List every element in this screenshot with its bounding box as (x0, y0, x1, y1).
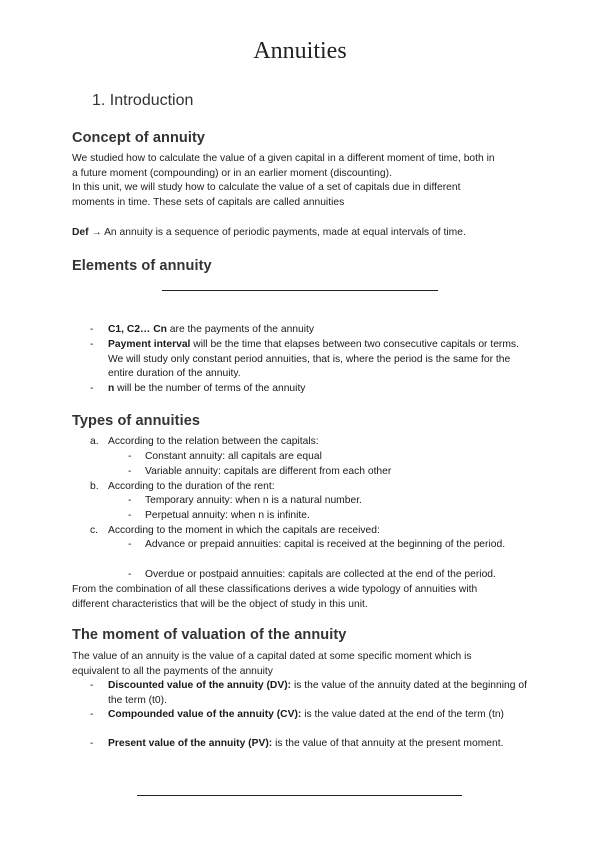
dash-marker: - (128, 569, 132, 580)
definition (72, 226, 542, 241)
text-line: equivalent to all the payments of the annuity (72, 665, 273, 677)
text-line: The value of an annuity is the value of a capital dated at some specific moment which is (72, 651, 472, 662)
heading-types: Types of annuities (72, 413, 201, 429)
term: Present value of the annuity (PV): (108, 738, 273, 749)
alpha-marker: a. (90, 436, 99, 447)
text-line: In this unit, we will study how to calculate the value of a set of capitals due in different (72, 182, 461, 194)
dash-marker: - (90, 324, 94, 335)
text-line: a future moment (compounding) or in an earlier moment (discounting). (72, 167, 392, 179)
types-closing-paragraph (72, 583, 552, 612)
horizontal-rule (162, 290, 438, 291)
term: Compounded value of the annuity (CV): (108, 709, 302, 720)
horizontal-rule (137, 795, 462, 796)
dash-marker: - (90, 339, 94, 350)
dash-marker: - (128, 466, 132, 477)
dash-marker: - (90, 738, 94, 749)
term: n (108, 383, 115, 394)
dash-marker: - (128, 495, 132, 506)
heading-concept: Concept of annuity (72, 130, 206, 146)
description: is the value of the annuity dated at the beginning of the term (t0). (108, 680, 527, 706)
heading-valuation: The moment of valuation of the annuity (72, 627, 347, 643)
section-title: Introduction (109, 92, 194, 109)
document-title: Annuities (253, 38, 347, 64)
text-line: We studied how to calculate the value of a given capital in a different moment of time, both in (72, 153, 495, 164)
heading-elements: Elements of annuity (72, 258, 212, 274)
dash-marker: - (128, 539, 132, 550)
concept-paragraph (72, 152, 542, 210)
sub-text: Temporary annuity: when n is a natural number. (145, 495, 362, 506)
dash-marker: - (90, 383, 94, 394)
alpha-marker: c. (90, 525, 99, 536)
group-text: According to the duration of the rent: (108, 481, 275, 492)
term: C1, C2… Cn (108, 324, 167, 335)
text-line: moments in time. These sets of capitals are called annuities (72, 196, 345, 208)
sub-text: Constant annuity: all capitals are equal (145, 451, 322, 462)
right-arrow-icon: → (91, 227, 102, 238)
alpha-marker: b. (90, 481, 99, 492)
description: is the value of that annuity at the present moment. (272, 738, 504, 749)
dash-marker: - (90, 709, 94, 720)
description: will be the time that elapses between two consecutive capitals or terms. We will study only constant period annuities, that is, where the period is the same for the entire duration of the annuity. (108, 339, 519, 380)
description: is the value dated at the end of the term (tn) (301, 709, 504, 720)
def-label: Def (72, 227, 89, 238)
sub-text: Perpetual annuity: when n is infinite. (145, 510, 310, 521)
section-number: 1. (92, 92, 106, 109)
term: Payment interval (108, 339, 191, 350)
description: will be the number of terms of the annuity (114, 383, 306, 394)
valuation-intro (72, 650, 542, 679)
sub-text: Overdue or postpaid annuities: capitals are collected at the end of the period. (145, 569, 496, 580)
text-line: different characteristics that will be the object of study in this unit. (72, 598, 368, 610)
text-line: From the combination of all these classifications derives a wide typology of annuities with (72, 584, 478, 595)
dash-marker: - (128, 451, 132, 462)
def-text: An annuity is a sequence of periodic payments, made at equal intervals of time. (104, 227, 466, 238)
description: are the payments of the annuity (166, 324, 315, 335)
group-text: According to the moment in which the capitals are received: (108, 525, 380, 536)
term: Discounted value of the annuity (DV): (108, 680, 292, 691)
sub-text: Variable annuity: capitals are different from each other (145, 466, 392, 477)
dash-marker: - (128, 510, 132, 521)
sub-text: Advance or prepaid annuities: capital is received at the beginning of the period. (145, 539, 506, 550)
section-heading-introduction (92, 92, 193, 110)
group-text: According to the relation between the capitals: (108, 436, 319, 447)
dash-marker: - (90, 680, 94, 691)
